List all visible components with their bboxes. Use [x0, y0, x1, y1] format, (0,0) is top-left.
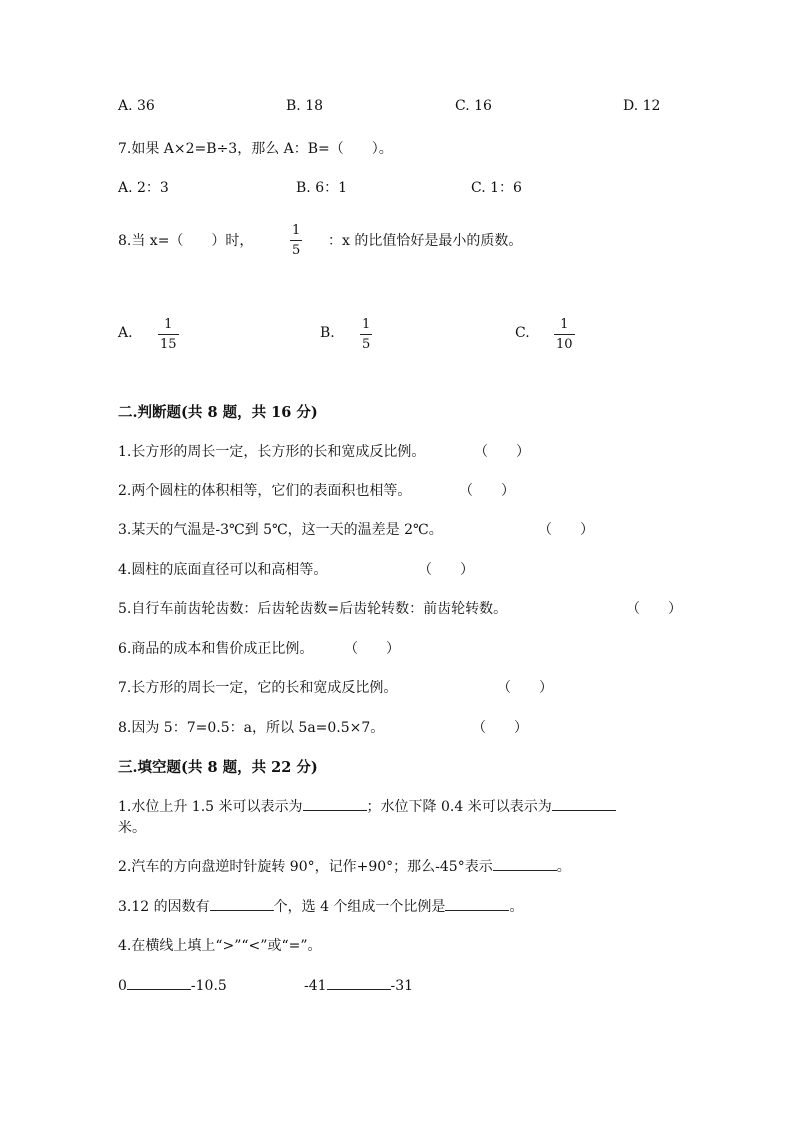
fill-question-1-line1 — [118, 796, 616, 816]
fill-question-2 — [118, 856, 571, 876]
judge-item-7-paren: （ ） — [497, 680, 553, 696]
answer-blank[interactable] — [127, 975, 191, 990]
q7-option-b: B. 6：1 — [296, 180, 348, 196]
answer-blank[interactable] — [445, 896, 509, 911]
judge-item-3-text: 3.某天的气温是-3℃到 5℃，这一天的温差是 2℃。 — [118, 522, 443, 538]
judge-item-3-paren: （ ） — [538, 522, 594, 538]
q8-stem-prefix: 8.当 x=（ ）时， — [118, 233, 254, 249]
judge-item-2-paren: （ ） — [459, 483, 515, 499]
fill-q3-text-c: 。 — [509, 899, 524, 915]
judge-item-4-text: 4.圆柱的底面直径可以和高相等。 — [118, 562, 328, 578]
answer-blank[interactable] — [210, 896, 274, 911]
compare-left-b: -10.5 — [190, 978, 227, 994]
judge-item-8-text: 8.因为 5：7=0.5：a，所以 5a=0.5×7。 — [118, 720, 385, 736]
q7-option-c: C. 1：6 — [471, 180, 522, 196]
compare-right — [304, 975, 413, 994]
compare-left — [118, 975, 227, 994]
fraction-numerator: 1 — [292, 223, 301, 238]
answer-blank[interactable] — [303, 796, 367, 811]
judge-item-6-paren: （ ） — [344, 641, 400, 657]
section3-title: 三.填空题(共 8 题，共 22 分) — [118, 759, 318, 776]
fill-q1-text-c: 米。 — [118, 820, 146, 836]
q7-option-a: A. 2：3 — [118, 180, 169, 196]
fraction-numerator: 1 — [560, 317, 569, 332]
judge-item-8-paren: （ ） — [472, 720, 528, 736]
judge-item-5-paren: （ ） — [626, 601, 682, 617]
compare-right-a: -41 — [304, 978, 327, 994]
q8-option-a-fraction — [158, 318, 179, 351]
q8-option-b-label: B. — [320, 325, 335, 341]
fraction-numerator: 1 — [362, 317, 371, 332]
answer-blank[interactable] — [552, 796, 616, 811]
compare-left-a: 0 — [118, 978, 127, 994]
judge-item-2-text: 2.两个圆柱的体积相等，它们的表面积也相等。 — [118, 483, 412, 499]
judge-item-1-paren: （ ） — [474, 444, 530, 460]
judge-item-7-text: 7.长方形的周长一定，它的长和宽成反比例。 — [118, 680, 398, 696]
fraction-numerator: 1 — [164, 317, 173, 332]
fill-question-4: 4.在横线上填上“>”“<”或“=”。 — [118, 938, 322, 954]
q7-stem: 7.如果 A×2=B÷3，那么 A：B=（ ）。 — [118, 141, 393, 157]
fill-q3-text-b: 个，选 4 个组成一个比例是 — [273, 899, 446, 915]
judge-item-5-text: 5.自行车前齿轮齿数：后齿轮齿数=后齿轮转数：前齿轮转数。 — [118, 601, 508, 617]
section2-title: 二.判断题(共 8 题，共 16 分) — [118, 404, 318, 421]
judge-item-6-text: 6.商品的成本和售价成正比例。 — [118, 641, 314, 657]
q6-option-b: B. 18 — [286, 98, 324, 114]
judge-item-1-text: 1.长方形的周长一定，长方形的长和宽成反比例。 — [118, 444, 426, 460]
fraction-denominator: 15 — [160, 337, 177, 352]
fill-q2-text-a: 2.汽车的方向盘逆时针旋转 90°，记作+90°；那么-45°表示 — [118, 859, 493, 875]
answer-blank[interactable] — [493, 856, 557, 871]
q8-stem-fraction — [290, 224, 302, 257]
q6-option-a: A. 36 — [118, 98, 155, 114]
compare-right-b: -31 — [390, 978, 414, 994]
q8-option-b-fraction — [360, 318, 372, 351]
q8-option-c-fraction — [554, 318, 575, 351]
fill-q3-text-a: 3.12 的因数有 — [118, 899, 210, 915]
q8-option-a-label: A. — [118, 325, 133, 341]
q6-option-c: C. 16 — [455, 98, 492, 114]
fill-q1-text-b: ；水位下降 0.4 米可以表示为 — [366, 799, 552, 815]
q8-stem-suffix: ：x 的比值恰好是最小的质数。 — [328, 233, 523, 249]
q6-option-d: D. 12 — [623, 98, 661, 114]
fraction-denominator: 10 — [556, 337, 573, 352]
fill-question-3 — [118, 896, 523, 916]
judge-item-4-paren: （ ） — [418, 562, 474, 578]
fill-q1-text-a: 1.水位上升 1.5 米可以表示为 — [118, 799, 303, 815]
fraction-denominator: 5 — [292, 243, 301, 258]
fraction-denominator: 5 — [362, 337, 371, 352]
answer-blank[interactable] — [327, 975, 391, 990]
q8-option-c-label: C. — [515, 325, 530, 341]
fill-q2-text-b: 。 — [556, 859, 571, 875]
